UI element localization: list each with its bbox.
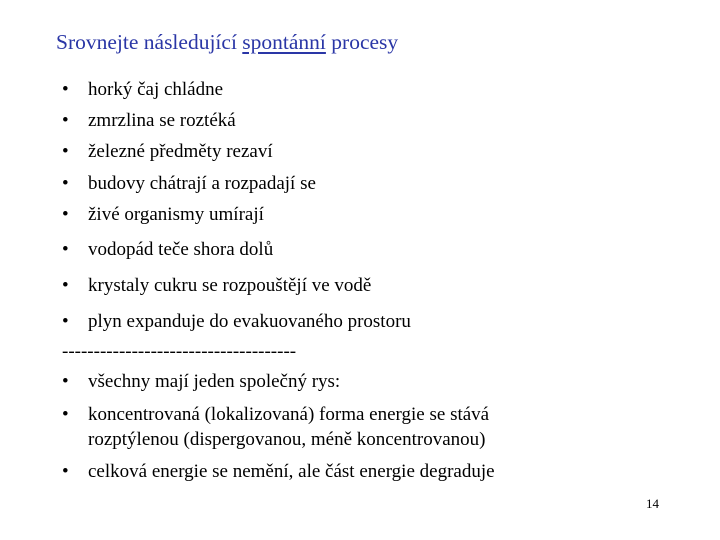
process-item bbox=[62, 140, 273, 164]
conclusion-text: koncentrovaná (lokalizovaná) forma energie se stává bbox=[88, 404, 490, 425]
process-item bbox=[62, 109, 236, 133]
process-text: horký čaj chládne bbox=[88, 79, 224, 100]
bullet-icon: • bbox=[62, 110, 69, 131]
slide-title bbox=[56, 30, 398, 55]
bullet-icon: • bbox=[62, 79, 69, 100]
bullet-icon: • bbox=[62, 404, 69, 425]
bullet-icon: • bbox=[62, 141, 69, 162]
conclusion-continuation: rozptýlenou (dispergovanou, méně koncentrovanou) bbox=[88, 429, 486, 450]
bullet-icon: • bbox=[62, 311, 69, 332]
conclusion-item bbox=[62, 370, 340, 394]
conclusion-item bbox=[62, 403, 489, 427]
title-underlined-word: spontánní bbox=[242, 30, 326, 54]
bullet-icon: • bbox=[62, 275, 69, 296]
process-text: plyn expanduje do evakuovaného prostoru bbox=[88, 311, 411, 332]
process-item bbox=[62, 172, 316, 196]
process-item bbox=[62, 203, 264, 227]
page-number: 14 bbox=[646, 496, 659, 511]
title-suffix: procesy bbox=[325, 30, 399, 54]
process-item bbox=[62, 310, 411, 334]
bullet-icon: • bbox=[62, 173, 69, 194]
conclusion-item bbox=[62, 460, 495, 484]
bullet-icon: • bbox=[62, 371, 69, 392]
process-item bbox=[62, 274, 371, 298]
bullet-icon: • bbox=[62, 461, 69, 482]
conclusion-text: celková energie se nemění, ale část energie degraduje bbox=[88, 461, 495, 482]
process-text: živé organismy umírají bbox=[88, 204, 264, 225]
process-item bbox=[62, 238, 273, 262]
conclusion-text: všechny mají jeden společný rys: bbox=[88, 371, 341, 392]
process-item bbox=[62, 78, 223, 102]
process-text: zmrzlina se roztéká bbox=[88, 110, 236, 131]
dashed-divider: ------------------------------------- bbox=[62, 341, 297, 362]
process-text: budovy chátrají a rozpadají se bbox=[88, 173, 316, 194]
process-text: vodopád teče shora dolů bbox=[88, 239, 274, 260]
process-text: železné předměty rezaví bbox=[88, 141, 273, 162]
process-text: krystaly cukru se rozpouštějí ve vodě bbox=[88, 275, 372, 296]
title-prefix: Srovnejte následující bbox=[56, 30, 243, 54]
bullet-icon: • bbox=[62, 239, 69, 260]
bullet-icon: • bbox=[62, 204, 69, 225]
